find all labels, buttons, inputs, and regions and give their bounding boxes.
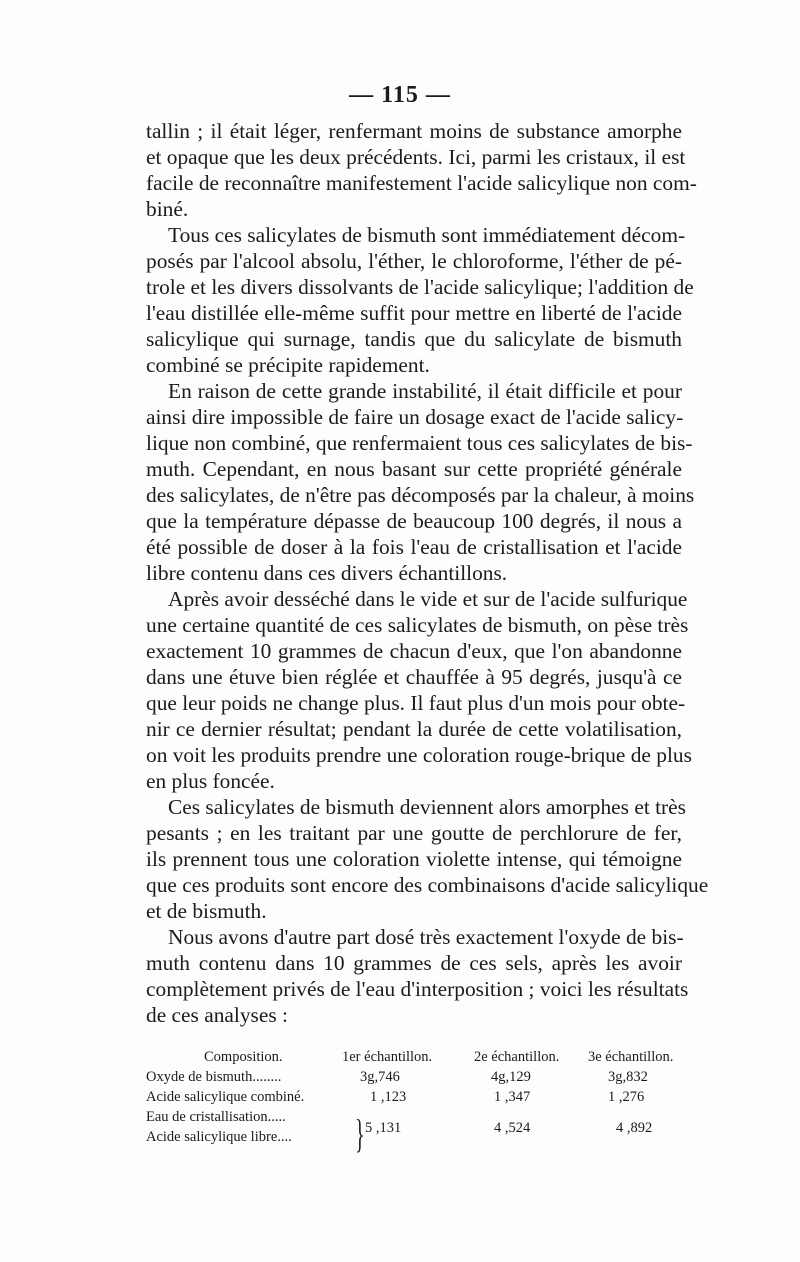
text-line: facile de reconnaître manifestement l'acide salicylique non com- [146, 171, 697, 195]
text-line: Nous avons d'autre part dosé très exactement l'oxyde de bis- [168, 925, 684, 949]
text-line: muth contenu dans 10 grammes de ces sels, après les avoir [146, 951, 682, 975]
text-line: des salicylates, de n'être pas décomposés par la chaleur, à moins [146, 483, 695, 507]
text-line: Tous ces salicylates de bismuth sont immédiatement décom- [168, 223, 686, 247]
text-line: que ces produits sont encore des combinaisons d'acide salicylique [146, 873, 709, 897]
text-line: Ces salicylates de bismuth deviennent alors amorphes et très [168, 795, 686, 819]
text-line: exactement 10 grammes de chacun d'eux, que l'on abandonne [146, 639, 682, 663]
text-line: libre contenu dans ces divers échantillons. [146, 561, 508, 585]
text-line: dans une étuve bien réglée et chauffée à 95 degrés, jusqu'à ce [146, 665, 682, 689]
body-text [146, 118, 709, 1028]
text-line: trole et les divers dissolvants de l'acide salicylique; l'addition de [146, 275, 694, 299]
text-line: combiné se précipite rapidement. [146, 353, 430, 377]
text-line: on voit les produits prendre une coloration rouge-brique de plus [146, 743, 692, 767]
paragraph [146, 378, 695, 586]
text-line: de ces analyses : [146, 1003, 288, 1027]
paragraph [146, 118, 697, 222]
text-line: salicylique qui surnage, tandis que du salicylate de bismuth [146, 327, 682, 351]
text-line: En raison de cette grande instabilité, il était difficile et pour [168, 379, 682, 403]
table-header-row [146, 1049, 686, 1069]
paragraph [146, 794, 709, 924]
text-line: que la température dépasse de beaucoup 100 degrés, il nous a [146, 509, 682, 533]
text-line: et de bismuth. [146, 899, 267, 923]
row-label: Eau de cristallisation..... [146, 1109, 286, 1125]
text-line: et opaque que les deux précédents. Ici, parmi les cristaux, il est [146, 145, 686, 169]
table-row [146, 1120, 686, 1149]
row-value: 3g,832 [608, 1069, 648, 1085]
row-value: 1 ,347 [494, 1089, 531, 1105]
row-value: 4 ,524 [494, 1120, 531, 1136]
text-line: nir ce dernier résultat; pendant la durée de cette volatilisation, [146, 717, 682, 741]
text-line: ainsi dire impossible de faire un dosage exact de l'acide salicy- [146, 405, 684, 429]
text-line: en plus foncée. [146, 769, 275, 793]
text-line: biné. [146, 197, 189, 221]
text-line: tallin ; il était léger, renfermant moins de substance amorphe [146, 119, 682, 143]
table-row [146, 1069, 686, 1089]
text-line: une certaine quantité de ces salicylates de bismuth, on pèse très [146, 613, 689, 637]
header-sample-3: 3e échantillon. [588, 1049, 674, 1065]
row-value: 4g,129 [491, 1069, 531, 1085]
text-line: été possible de doser à la fois l'eau de cristallisation et l'acide [146, 535, 682, 559]
text-line: ils prennent tous une coloration violette intense, qui témoigne [146, 847, 682, 871]
text-line: muth. Cependant, en nous basant sur cette propriété générale [146, 457, 682, 481]
header-sample-2: 2e échantillon. [474, 1049, 560, 1065]
paragraph [146, 924, 689, 1028]
text-line: l'eau distillée elle-même suffit pour mettre en liberté de l'acide [146, 301, 682, 325]
text-line: Après avoir desséché dans le vide et sur de l'acide sulfurique [168, 587, 688, 611]
row-label: Acide salicylique libre.... [146, 1129, 292, 1145]
row-value: 3g,746 [360, 1069, 400, 1085]
row-value: 4 ,892 [616, 1120, 653, 1136]
row-label: Oxyde de bismuth........ [146, 1069, 282, 1085]
table-row [146, 1089, 686, 1109]
paragraph [146, 586, 692, 794]
row-label: Acide salicylique combiné. [146, 1089, 305, 1105]
text-line: pesants ; en les traitant par une goutte de perchlorure de fer, [146, 821, 682, 845]
table-row [146, 1109, 686, 1129]
header-sample-1: 1er échantillon. [342, 1049, 433, 1065]
row-value: 1 ,123 [370, 1089, 407, 1105]
row-value: 5 ,131 [365, 1120, 402, 1136]
text-line: complètement privés de l'eau d'interposition ; voici les résultats [146, 977, 689, 1001]
text-line: posés par l'alcool absolu, l'éther, le chloroforme, l'éther de pé- [146, 249, 682, 273]
grouping-brace: } [355, 1111, 365, 1156]
text-line: que leur poids ne change plus. Il faut plus d'un mois pour obte- [146, 691, 686, 715]
header-composition: Composition. [204, 1049, 283, 1065]
page-number: — 115 — [349, 82, 451, 108]
analysis-table [146, 1049, 686, 1149]
paragraph [146, 222, 694, 378]
text-line: lique non combiné, que renfermaient tous ces salicylates de bis- [146, 431, 693, 455]
row-value: 1 ,276 [608, 1089, 645, 1105]
